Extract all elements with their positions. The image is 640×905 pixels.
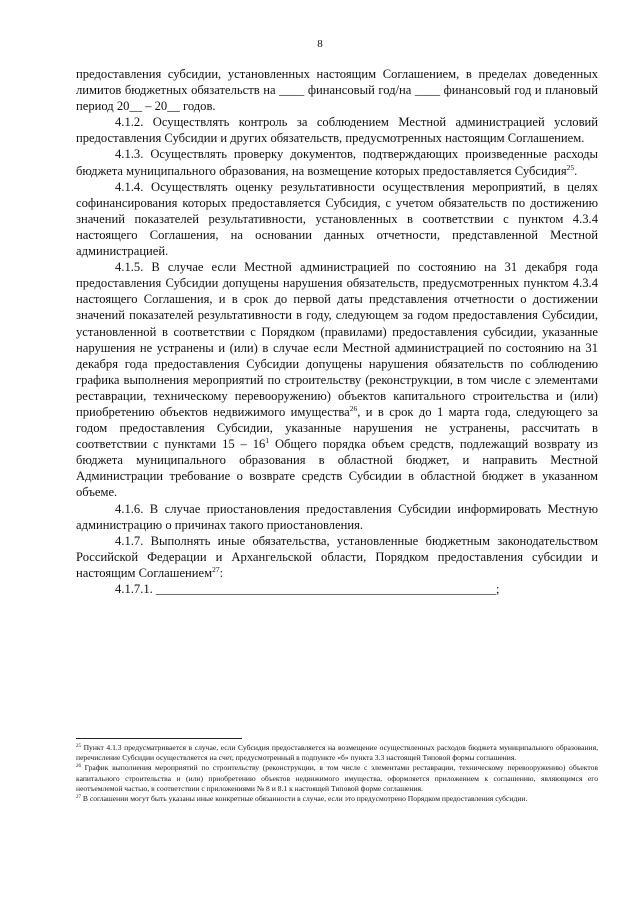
paragraph-4-1-5 xyxy=(76,259,598,500)
footnote-25 xyxy=(76,743,598,763)
footnote-ref-26[interactable]: 26 xyxy=(349,403,358,413)
paragraph-text: Общего порядка объем средств, подлежащий возврату из бюджета муниципального образования в областной бюджет, и направить Местной Администрации требование о возврате средств Субсидии в областной бюджет в указанном объеме. xyxy=(76,437,598,500)
paragraph-end: : xyxy=(219,565,224,580)
footnotes xyxy=(76,743,598,804)
paragraph-4-1-3 xyxy=(76,146,598,178)
paragraph-text: 4.1.3. Осуществлять проверку документов, подтверждающих произведенные расходы бюджета муниципального образования, на возмещение которых предоставляется Субсидия xyxy=(76,147,598,178)
footnote-26 xyxy=(76,763,598,794)
footnote-27 xyxy=(76,794,598,804)
footnote-text: В соглашении могут быть указаны иные конкретные обязанности в случае, если это предусмотрено Порядком предоставления субсидии. xyxy=(81,794,528,804)
footnote-ref-25[interactable]: 25 xyxy=(566,162,575,172)
paragraph-4-1-6 xyxy=(76,501,598,533)
footnote-text: График выполнения мероприятий по строительству (реконструкции, в том числе с элементами реставрации, техническому перевооружению) объектов капитального строительства и (или) приобретению объектов недвижимого имущества, оформляется приложением к соглашению, являющимся его неотъемлемой частью, в соответствии с приложениями № 8 и 8.1 к настоящей Типовой форме соглашения. xyxy=(76,763,598,793)
clause-superscript: 1 xyxy=(265,436,270,446)
paragraph-text: , и в срок до 1 марта года, следующего за годом предоставления Субсидии, указанные нарушения не устранены, рассчитать в соответствии с пунктами 15 – 16 xyxy=(76,404,598,452)
footnote-mark: 25 xyxy=(76,744,81,749)
paragraph-text: 4.1.4. Осуществлять оценку результативности осуществления мероприятий, в целях софинансирования которых предоставляется Субсидия, с учетом обязательств по достижению значений показателей результативности, установленных в соответствии с пунктом 4.3.4 настоящего Соглашения, на основании данных отчетности, представленной Местной администрацией. xyxy=(76,179,598,259)
paragraph-text: 4.1.6. В случае приостановления предоставления Субсидии информировать Местную администрацию о причинах такого приостановления. xyxy=(76,501,598,532)
paragraph-text: 4.1.7.1. ______________________________________________________; xyxy=(115,582,500,596)
footnote-ref-27[interactable]: 27 xyxy=(212,564,220,574)
paragraph-text: 4.1.5. В случае если Местной администрацией по состоянию на 31 декабря года предоставления Субсидии допущены нарушения обязательств, предусмотренных пунктом 4.3.4 настоящего Соглашения, и в срок до первой даты представления отчетности о достижении значений показателей результативности в году, следующем за годом предоставления Субсидии, установленной в соответствии с Порядком (правилами) предоставления субсидии, указанные нарушения не устранены и (или) в случае если Местной администрацией по состоянию на 31 декабря года предоставления Субсидии допущены нарушения обязательств по соблюдению графика выполнения мероприятий по строительству (реконструкции, в том числе с элементами реставрации, техническому перевооружению) объектов капитального строительства и (или) приобретению объектов недвижимого имущества xyxy=(76,260,598,419)
paragraph-end: . xyxy=(574,163,578,178)
paragraph-4-1-4 xyxy=(76,179,598,259)
paragraph-text: 4.1.2. Осуществлять контроль за соблюдением Местной администрацией условий предоставления Субсидии и других обязательств, предусмотренных настоящим Соглашением. xyxy=(76,115,598,146)
paragraph-text: 4.1.7. Выполнять иные обязательства, установленные бюджетным законодательством Российской Федерации и Архангельской области, Порядком предоставления субсидии и настоящим Соглашением xyxy=(76,533,598,580)
footnote-mark: 27 xyxy=(76,795,81,801)
page-number: 8 xyxy=(317,38,323,50)
paragraph-4-1-7-1 xyxy=(76,581,598,597)
paragraph-4-1-7 xyxy=(76,533,598,581)
footnote-mark: 26 xyxy=(76,764,81,770)
footnote-divider xyxy=(76,738,242,739)
paragraph-4-1-2 xyxy=(76,114,598,146)
footnote-text: Пункт 4.1.3 предусматривается в случае, если Субсидия предоставляется на возмещение осуществленных расходов бюджета муниципального образования, перечисление Субсидии осуществляется на счет, предусмотренный в подпункте «б» пункта 3.3 настоящей Типовой формы соглашения. xyxy=(76,743,598,763)
document-body xyxy=(76,66,598,597)
paragraph-subsidy-limits xyxy=(76,66,598,114)
paragraph-text: предоставления субсидии, установленных настоящим Соглашением, в пределах доведенных лимитов бюджетных обязательств на ____ финансовый год/на ____ финансовый год и плановый период 20__ – 20__ годов. xyxy=(76,67,598,114)
